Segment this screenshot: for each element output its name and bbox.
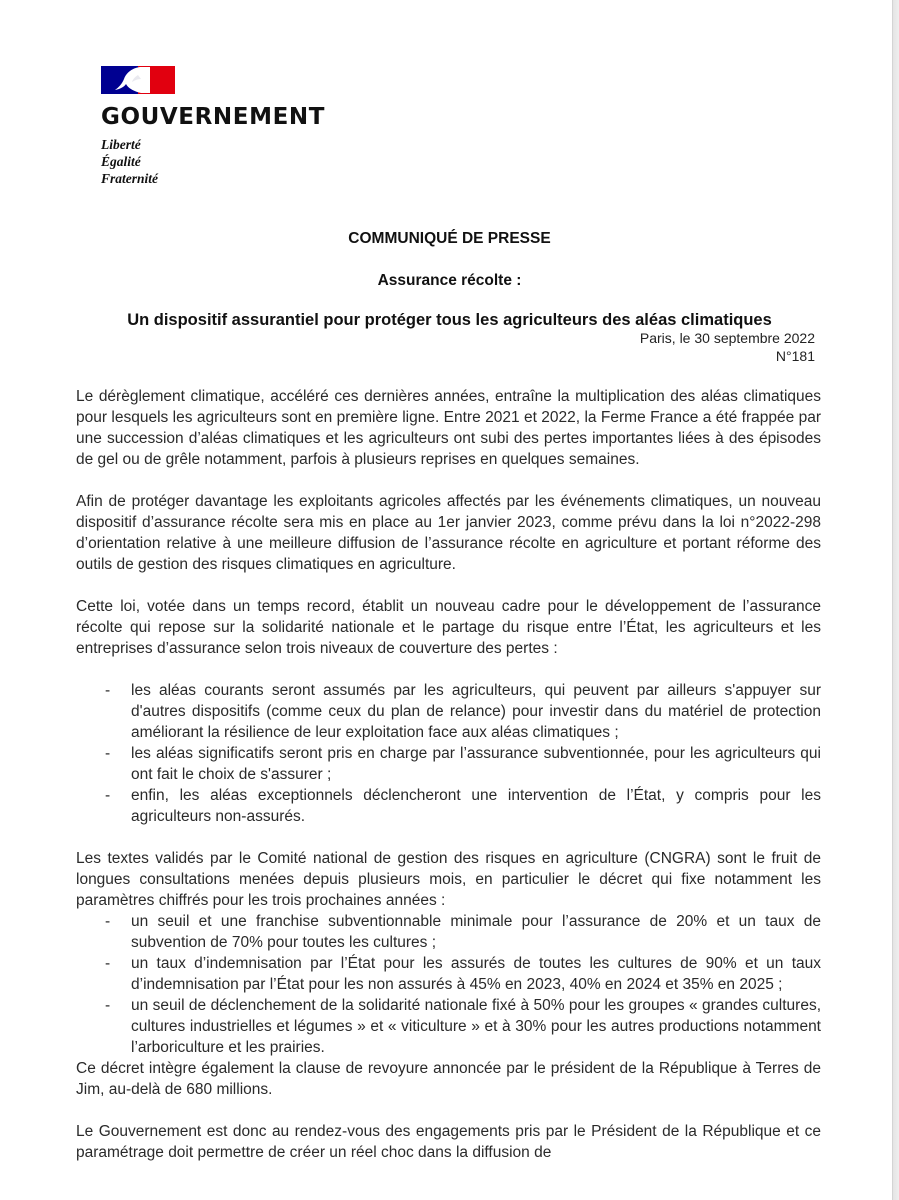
paragraph-new-scheme: Afin de protéger davantage les exploitants agricoles affectés par les événements climatiques, un nouveau dispositif d’assurance récolte sera mis en place au 1er janvier 2023, comme prévu dans la loi n°2022-298 d’orientation relative à une meilleure diffusion de l’assurance récolte en agriculture et portant réforme des outils de gestion des risques climatiques en agriculture. bbox=[76, 493, 821, 573]
release-body bbox=[76, 386, 821, 1184]
list-item: - un seuil et une franchise subventionnable minimale pour l’assurance de 20% et un taux de subvention de 70% pour toutes les cultures ; bbox=[76, 911, 821, 953]
paragraph-law-framework: Cette loi, votée dans un temps record, établit un nouveau cadre pour le développement de l’assurance récolte qui repose sur la solidarité nationale et le partage du risque entre l’État, les agriculteurs et les entreprises d’assurance selon trois niveaux de couverture des pertes : bbox=[76, 598, 821, 657]
list-item: - un seuil de déclenchement de la solidarité nationale fixé à 50% pour les groupes « grandes cultures, cultures industrielles et légumes » et « viticulture » et à 30% pour les autres productions notamment l’arboriculture et les prairies. bbox=[76, 995, 821, 1058]
motto-egalite: Égalité bbox=[101, 154, 141, 169]
list-item: - enfin, les aléas exceptionnels déclencheront une intervention de l’État, y compris pour les agriculteurs non-assurés. bbox=[76, 785, 821, 827]
page-edge bbox=[892, 0, 899, 1200]
release-headline: Un dispositif assurantiel pour protéger tous les agriculteurs des aléas climatiques bbox=[127, 311, 772, 329]
motto-liberte: Liberté bbox=[101, 137, 141, 152]
marianne-logo bbox=[101, 66, 175, 94]
release-date: Paris, le 30 septembre 2022 bbox=[639, 330, 815, 346]
release-number: N°181 bbox=[775, 348, 815, 364]
coverage-levels-list bbox=[76, 680, 821, 827]
list-item: - un taux d’indemnisation par l’État pour les assurés de toutes les cultures de 90% et un taux d’indemnisation par l’État pour les non assurés à 45% en 2023, 40% en 2024 et 35% en 2025 ; bbox=[76, 953, 821, 995]
release-subject: Assurance récolte : bbox=[377, 272, 522, 289]
republic-motto bbox=[101, 136, 325, 187]
parameters-list bbox=[76, 911, 821, 1058]
paragraph-cngra: Les textes validés par le Comité national de gestion des risques en agriculture (CNGRA) sont le fruit de longues consultations menées depuis plusieurs mois, en particulier le décret qui fixe notamment les paramètres chiffrés pour les trois prochaines années : bbox=[76, 850, 821, 909]
government-logo bbox=[101, 66, 325, 187]
government-title: GOUVERNEMENT bbox=[101, 104, 326, 130]
list-item: - les aléas significatifs seront pris en charge par l’assurance subventionnée, pour les agriculteurs qui ont fait le choix de s'assurer ; bbox=[76, 743, 821, 785]
list-item: - les aléas courants seront assumés par les agriculteurs, qui peuvent par ailleurs s'appuyer sur d'autres dispositifs (comme ceux du plan de relance) pour investir dans du matériel de protection améliorant la résilience de leur exploitation face aux aléas climatiques ; bbox=[76, 680, 821, 743]
motto-fraternite: Fraternité bbox=[101, 171, 159, 186]
paragraph-government: Le Gouvernement est donc au rendez-vous des engagements pris par le Président de la République et ce paramétrage doit permettre de créer un réel choc dans la diffusion de bbox=[76, 1123, 821, 1161]
paragraph-decree: Ce décret intègre également la clause de revoyure annoncée par le président de la République à Terres de Jim, au-delà de 680 millions. bbox=[76, 1060, 821, 1098]
release-type: COMMUNIQUÉ DE PRESSE bbox=[348, 230, 551, 247]
paragraph-context: Le dérèglement climatique, accéléré ces dernières années, entraîne la multiplication des aléas climatiques pour lesquels les agriculteurs sont en première ligne. Entre 2021 et 2022, la Ferme France a été frappée par une succession d’aléas climatiques et les agriculteurs ont subi des pertes importantes liées à des épisodes de gel ou de grêle notamment, parfois à plusieurs reprises en quelques semaines. bbox=[76, 388, 821, 468]
